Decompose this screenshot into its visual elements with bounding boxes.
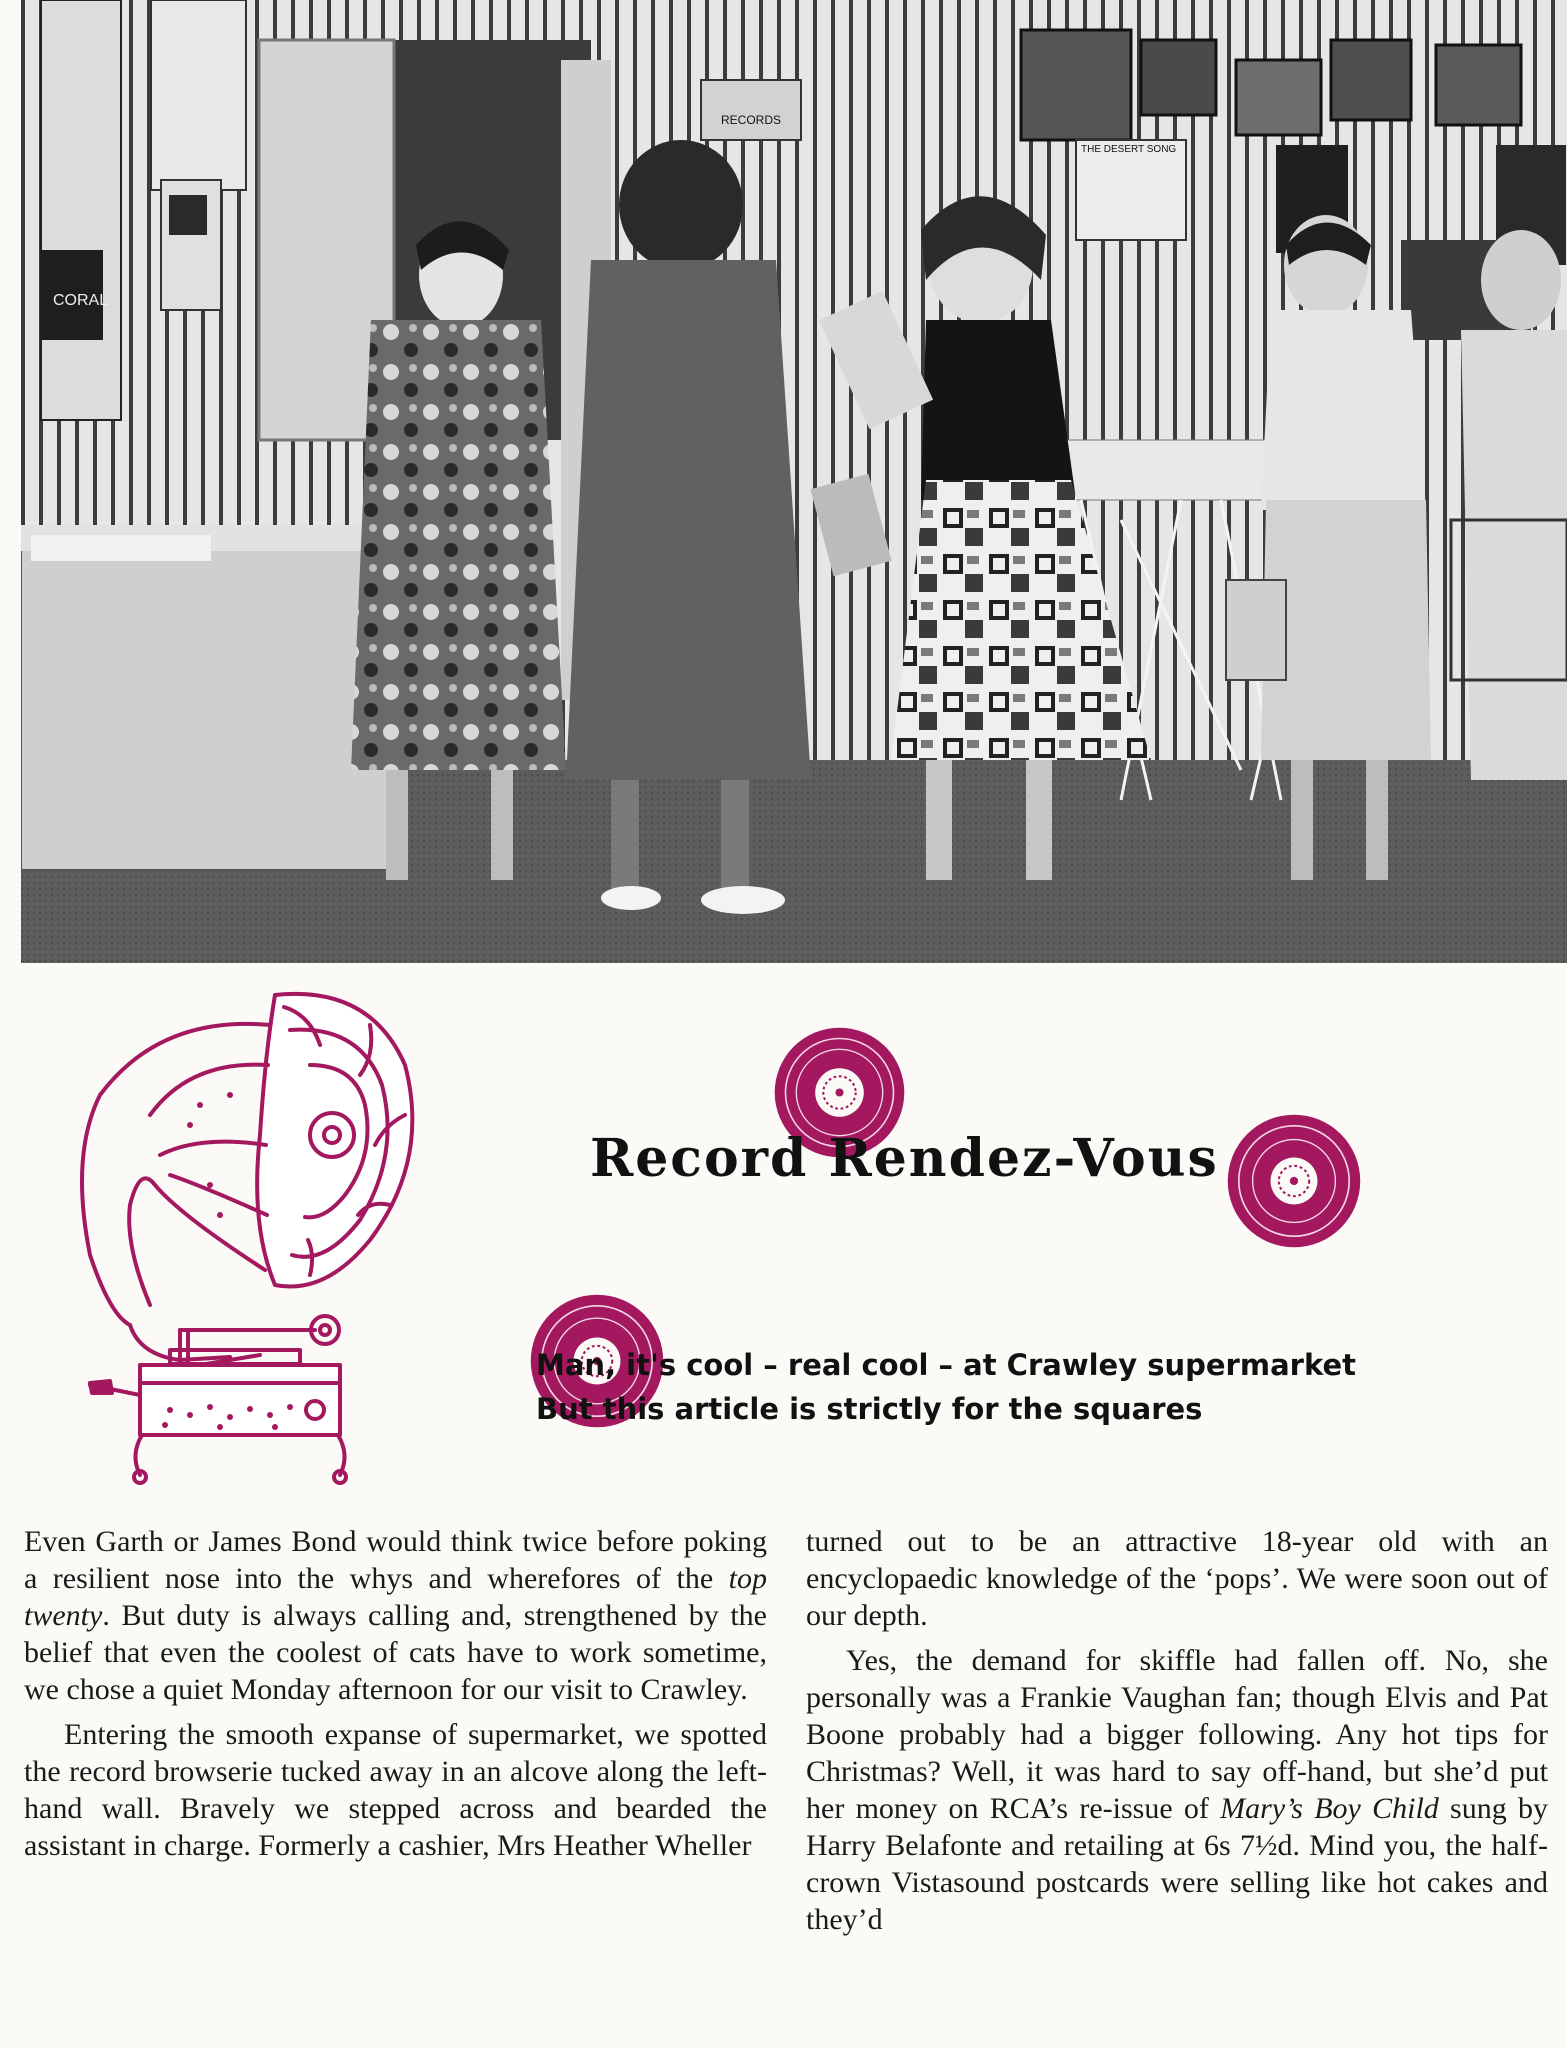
magazines (31, 535, 211, 561)
paragraph: turned out to be an attractive 18-year old with an encyclopaedic knowledge of the ‘pops’. We were soon out of our depth. (806, 1525, 1548, 1632)
paragraph: Entering the smooth expanse of supermarket, we spotted the record browserie tucked away in an alcove along the left-hand wall. Bravely we stepped across and bearded the assistant in charge. Formerly a cashier, Mrs Heather Wheller (24, 1718, 767, 1862)
record-shop-photograph (21, 0, 1567, 963)
paragraph (24, 1523, 767, 1708)
emphasis-text: top twenty (24, 1562, 767, 1632)
records-sign (701, 80, 801, 140)
subtitle-line-1: Man, it's cool – real cool – at Crawley supermarket (536, 1348, 1356, 1382)
records-sign-label: RECORDS (721, 113, 782, 127)
text-run: Even Garth or James Bond would think twice before poking a resilient nose into the whys and wherefores of the (24, 1525, 767, 1595)
text-run: . But duty is always calling and, strengthened by the belief that even the coolest of cats have to work sometime, we chose a quiet Monday afternoon for our visit to Crawley. (24, 1599, 767, 1706)
counter-cabinet (21, 540, 391, 870)
photo-scene (21, 0, 1567, 963)
subtitle-line-2: But this article is strictly for the squares (536, 1392, 1203, 1426)
desert-song-poster (1076, 140, 1186, 240)
desert-song-label: THE DESERT SONG (1081, 144, 1177, 155)
poster-badge (169, 195, 207, 235)
article-title: Record Rendez-Vous (590, 1128, 1219, 1189)
album-cover-5 (1436, 45, 1521, 125)
gramophone-illustration (70, 985, 430, 1495)
emphasis-text: Mary’s Boy Child (1220, 1792, 1439, 1825)
album-cover-1 (1021, 30, 1131, 140)
poster-tall (151, 0, 246, 190)
paragraph (806, 1642, 1548, 1938)
article-subtitle (536, 1343, 1356, 1431)
album-cover-2 (1141, 40, 1216, 115)
album-cover-4 (1331, 40, 1411, 120)
vinyl-record-icon (1225, 1112, 1363, 1250)
coral-label: CORAL (53, 292, 109, 309)
text-run: Yes, the demand for skiffle had fallen off. No, she personally was a Frankie Vaughan fan; though Elvis and Pat Boone probably had a bigger following. Any hot tips for Christmas? Well, it was hard to say off-hand, but she’d put her money on RCA’s re-issue of (806, 1644, 1548, 1825)
body-column-right (806, 1523, 1548, 1938)
text-run: sung by Harry Belafonte and retailing at 6s 7½d. Mind you, the half-crown Vistasound postcards were selling like hot cakes and they’d (806, 1792, 1548, 1936)
body-column-left (24, 1523, 767, 1864)
poster-left (41, 0, 121, 420)
album-cover-3 (1236, 60, 1321, 135)
